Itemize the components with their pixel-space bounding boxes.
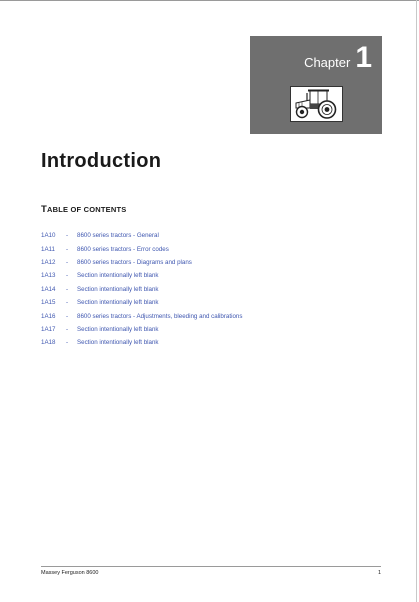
toc-item-separator: - xyxy=(66,312,69,320)
chapter-heading xyxy=(250,41,372,75)
toc-item-separator: - xyxy=(66,232,69,240)
toc-item-link[interactable]: 8600 series tractors - General xyxy=(77,232,159,240)
toc-item-link[interactable]: Section intentionally left blank xyxy=(77,285,159,293)
toc-item[interactable] xyxy=(41,256,242,269)
toc-heading xyxy=(41,204,126,215)
right-edge-rule xyxy=(416,0,417,602)
footer-page-number: 1 xyxy=(377,570,381,576)
toc-item-link[interactable]: Section intentionally left blank xyxy=(77,339,159,347)
toc-item-link[interactable]: 8600 series tractors - Error codes xyxy=(77,245,169,253)
toc-item-separator: - xyxy=(66,245,69,253)
page-title: Introduction xyxy=(41,150,162,172)
toc-item[interactable] xyxy=(41,309,242,322)
chapter-number: 1 xyxy=(355,41,372,74)
toc-item[interactable] xyxy=(41,296,242,309)
toc-item-separator: - xyxy=(66,272,69,280)
toc-item[interactable] xyxy=(41,242,242,255)
toc-item[interactable] xyxy=(41,283,242,296)
toc-item-code: 1A18 xyxy=(41,339,56,347)
toc-item-separator: - xyxy=(66,339,69,347)
toc-item-separator: - xyxy=(66,258,69,266)
toc-item-code: 1A15 xyxy=(41,299,56,307)
toc-item-code: 1A11 xyxy=(41,245,55,253)
chapter-badge xyxy=(250,36,382,134)
toc-item[interactable] xyxy=(41,229,242,242)
tractor-icon xyxy=(293,89,340,119)
top-rule xyxy=(0,0,419,1)
toc-item-separator: - xyxy=(66,285,69,293)
toc-item-link[interactable]: Section intentionally left blank xyxy=(77,325,159,333)
footer-rule xyxy=(41,566,381,567)
toc-item[interactable] xyxy=(41,336,242,349)
toc-heading-rest: ABLE OF CONTENTS xyxy=(47,205,127,214)
toc-item-code: 1A12 xyxy=(41,258,56,266)
toc-item-code: 1A16 xyxy=(41,312,56,320)
toc-item-code: 1A10 xyxy=(41,232,56,240)
toc-item-separator: - xyxy=(66,299,69,307)
toc-heading-initial: T xyxy=(41,204,48,215)
toc-item-link[interactable]: 8600 series tractors - Diagrams and plans xyxy=(77,258,192,266)
toc-item-link[interactable]: 8600 series tractors - Adjustments, bleeding and calibrations xyxy=(77,312,243,320)
toc-item-code: 1A13 xyxy=(41,272,56,280)
toc-item[interactable] xyxy=(41,269,242,282)
chapter-word: Chapter xyxy=(304,55,351,70)
toc-item-link[interactable]: Section intentionally left blank xyxy=(77,299,159,307)
toc-item[interactable] xyxy=(41,323,242,336)
toc-item-code: 1A14 xyxy=(41,285,56,293)
toc-list xyxy=(41,229,242,350)
tractor-illustration-frame xyxy=(290,86,343,122)
toc-item-code: 1A17 xyxy=(41,325,56,333)
footer-manual-title: Massey Ferguson 8600 xyxy=(41,570,99,576)
toc-item-separator: - xyxy=(66,325,69,333)
toc-item-link[interactable]: Section intentionally left blank xyxy=(77,272,159,280)
